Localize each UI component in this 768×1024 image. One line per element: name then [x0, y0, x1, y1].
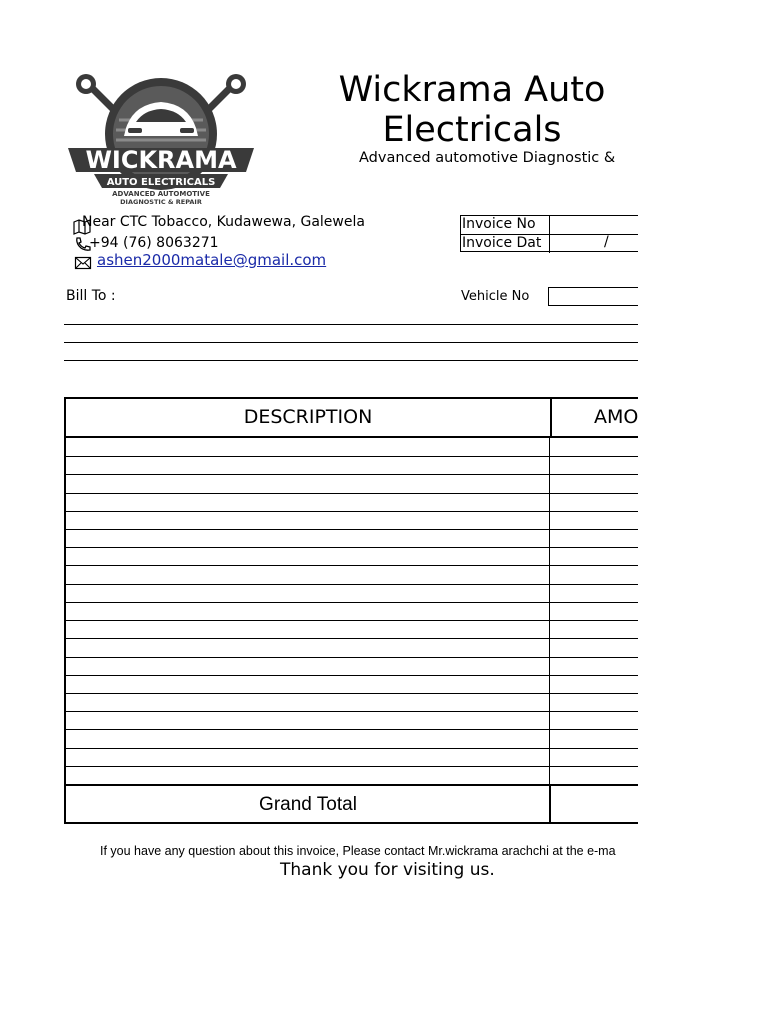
logo-line2-text: AUTO ELECTRICALS	[106, 177, 216, 188]
table-row[interactable]	[66, 711, 638, 712]
thank-you-text: Thank you for visiting us.	[280, 860, 495, 880]
table-row[interactable]	[66, 766, 638, 767]
table-row[interactable]	[66, 620, 638, 621]
company-tagline: Advanced automotive Diagnostic &	[359, 150, 616, 166]
logo-line4-text: DIAGNOSTIC & REPAIR	[120, 198, 202, 206]
table-header	[66, 399, 638, 438]
invoice-info-box	[460, 215, 638, 252]
phone-text: +94 (76) 8063271	[89, 235, 219, 251]
invoice-number-label: Invoice No	[462, 216, 536, 232]
table-row[interactable]	[66, 456, 638, 457]
vehicle-no-field[interactable]	[548, 287, 638, 306]
table-row[interactable]	[66, 675, 638, 676]
invoice-date-field[interactable]	[549, 235, 638, 253]
table-row[interactable]	[66, 657, 638, 658]
envelope-icon	[74, 255, 92, 271]
company-name-line1: Wickrama Auto	[338, 70, 606, 110]
grand-total-row	[66, 784, 638, 824]
logo-line3-text: ADVANCED AUTOMOTIVE	[112, 190, 210, 198]
invoice-number-row	[461, 216, 638, 234]
bill-to-line-1[interactable]	[64, 324, 638, 325]
table-row[interactable]	[66, 565, 638, 566]
table-row[interactable]	[66, 511, 638, 512]
grand-total-label: Grand Total	[259, 794, 357, 815]
items-table	[64, 397, 638, 824]
description-header: DESCRIPTION	[243, 406, 373, 428]
contact-note: If you have any question about this invoice, Please contact Mr.wickrama arachchi at the e-ma	[100, 844, 616, 858]
table-row[interactable]	[66, 693, 638, 694]
address-text: Near CTC Tobacco, Kudawewa, Galewela	[82, 214, 365, 230]
invoice-number-field[interactable]	[549, 216, 638, 234]
table-row[interactable]	[66, 529, 638, 530]
logo-brand-text: WICKRAMA	[85, 146, 237, 174]
table-row[interactable]	[66, 493, 638, 494]
table-row[interactable]	[66, 584, 638, 585]
table-row[interactable]	[66, 547, 638, 548]
company-name	[300, 70, 638, 150]
vehicle-no-label: Vehicle No	[461, 289, 530, 304]
bill-to-line-3[interactable]	[64, 360, 638, 361]
grand-total-value[interactable]	[549, 786, 638, 824]
invoice-date-label: Invoice Dat	[462, 235, 542, 251]
table-row[interactable]	[66, 638, 638, 639]
email-link[interactable]: ashen2000matale@gmail.com	[97, 251, 327, 269]
logo-graphic	[64, 70, 258, 210]
company-logo	[64, 70, 258, 210]
table-row[interactable]	[66, 474, 638, 475]
bill-to-line-2[interactable]	[64, 342, 638, 343]
bill-to-label: Bill To :	[66, 288, 116, 304]
date-separator: /	[604, 234, 609, 250]
company-name-line2: Electricals	[382, 110, 562, 150]
table-row[interactable]	[66, 729, 638, 730]
column-divider	[549, 438, 550, 785]
amount-header: AMO	[550, 399, 638, 436]
invoice-date-row	[461, 234, 638, 252]
table-row[interactable]	[66, 602, 638, 603]
table-row[interactable]	[66, 748, 638, 749]
